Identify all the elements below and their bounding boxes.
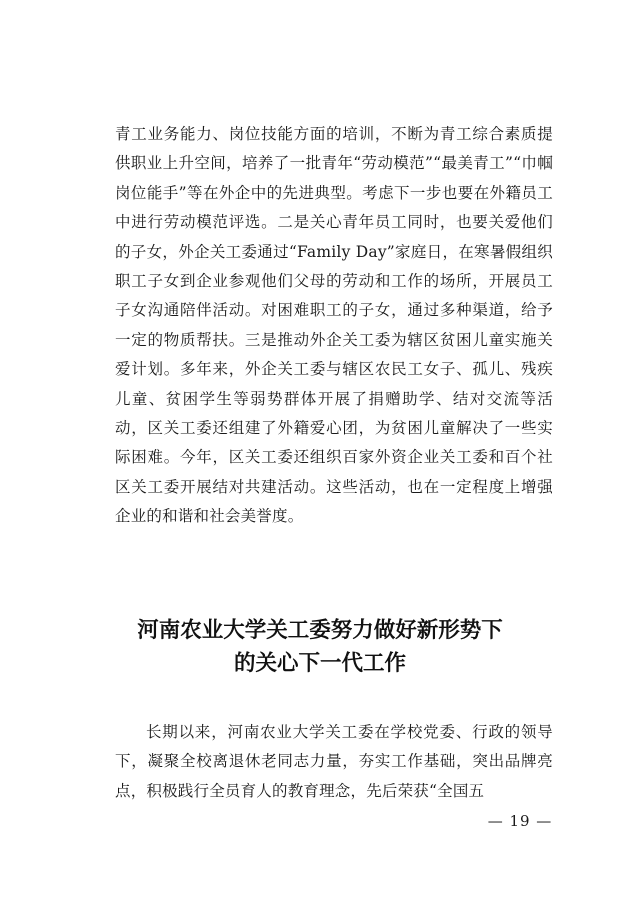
body-paragraph: 长期以来，河南农业大学关工委在学校党委、行政的领导下，凝聚全校离退休老同志力量，夯实工作基础，突出品牌亮点，积极践行全员育人的教育理念，先后荣获“全国五 [115,723,553,800]
article-title-line-2: 的关心下一代工作 [233,651,406,676]
article-title-line-1: 河南农业大学关工委努力做好新形势下 [137,618,503,643]
page-number: — 19 — [487,812,553,830]
body-paragraph: 青工业务能力、岗位技能方面的培训，不断为青工综合素质提供职业上升空间，培养了一批青年“劳动模范”“最美青工”“巾帼岗位能手”等在外企中的先进典型。考虑下一步也要在外籍员工中进行劳动模范评选。二是关心青年员工同时，也要关爱他们的子女，外企关工委通过“Family Day”家庭日，在寒暑假组织职工子女到企业参观他们父母的劳动和工作的场所，开展员工子女沟通陪伴活动。对困难职工的子女，通过多种渠道，给予一定的物质帮扶。三是推动外企关工委为辖区贫困儿童实施关爱计划。多年来，外企关工委与辖区农民工女子、孤儿、残疾儿童、贫困学生等弱势群体开展了捐赠助学、结对交流等活动，区关工委还组建了外籍爱心团，为贫困儿童解决了一些实际困难。今年，区关工委还组织百家外资企业关工委和百个社区关工委开展结对共建活动。这些活动，也在一定程度上增强企业的和谐和社会美誉度。 [115,125,553,526]
